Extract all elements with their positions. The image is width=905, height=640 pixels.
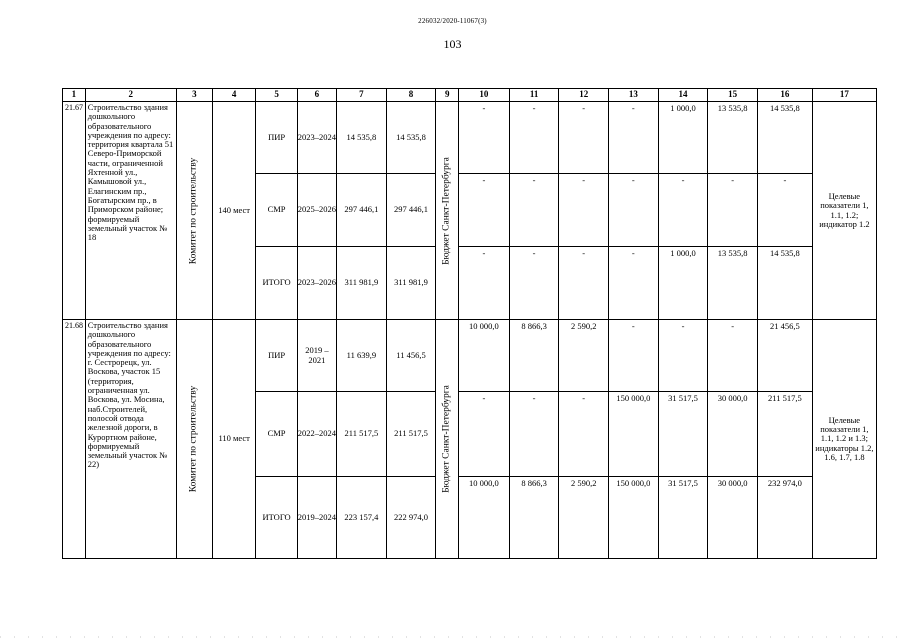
- capacity-cell: 140 мест: [212, 102, 255, 320]
- year-value: 14 535,8: [757, 102, 812, 174]
- year-value: -: [609, 102, 659, 174]
- remaining-cost: 297 446,1: [386, 174, 436, 247]
- year-value: 150 000,0: [609, 477, 659, 559]
- stage-type: СМР: [256, 392, 297, 477]
- remaining-cost: 14 535,8: [386, 102, 436, 174]
- estimated-cost: 297 446,1: [337, 174, 387, 247]
- year-value: 30 000,0: [708, 477, 758, 559]
- object-name: Строительство здания дошкольного образовательного учреждения по адресу: территория квартала 51 Северо-Приморской части, ограниченной Яхтенной ул., Камышовой ул., Елагинским пр., Богатырским пр., в Приморском районе; формируемый земельный участок № 18: [85, 102, 176, 320]
- year-value: 31 517,5: [658, 392, 708, 477]
- item-number: 21.68: [63, 320, 86, 559]
- stage-period: 2023–2024: [297, 102, 336, 174]
- year-value: -: [708, 174, 758, 247]
- year-value: -: [509, 247, 559, 320]
- column-number-row: [63, 89, 877, 102]
- object-name: Строительство здания дошкольного образовательного учреждения по адресу: г. Сестрорецк, ул. Воскова, участок 15 (территория, ограниченная ул. Воскова, ул. Мосина, наб.Строителей, полосой отвода железной дороги, в Курортном районе, формируемый земельный участок № 22): [85, 320, 176, 559]
- page-number: 103: [443, 37, 462, 51]
- year-value: 13 535,8: [708, 102, 758, 174]
- stage-period: 2022–2024: [297, 392, 336, 477]
- column-header: 3: [176, 89, 212, 102]
- column-header: 1: [63, 89, 86, 102]
- year-value: -: [757, 174, 812, 247]
- column-header: 12: [559, 89, 609, 102]
- year-value: 8 866,3: [509, 477, 559, 559]
- result-indicators: Целевые показатели 1, 1.1, 1.2 и 1.3; индикаторы 1.2, 1.6, 1.7, 1.8: [812, 320, 876, 559]
- year-value: 10 000,0: [459, 320, 510, 392]
- customer-text: Комитет по строительству: [188, 157, 199, 264]
- stage-type: ИТОГО: [256, 247, 297, 320]
- estimated-cost: 311 981,9: [337, 247, 387, 320]
- remaining-cost: 11 456,5: [386, 320, 436, 392]
- column-header: 14: [658, 89, 708, 102]
- table-row: [63, 320, 877, 392]
- column-header: 6: [297, 89, 336, 102]
- year-value: -: [559, 174, 609, 247]
- customer-text: Комитет по строительству: [188, 385, 199, 493]
- year-value: 2 590,2: [559, 320, 609, 392]
- stage-period: 2019 – 2021: [297, 320, 336, 392]
- year-value: 8 866,3: [509, 320, 559, 392]
- year-value: -: [459, 174, 510, 247]
- column-header: 15: [708, 89, 758, 102]
- year-value: -: [609, 174, 659, 247]
- year-value: 211 517,5: [757, 392, 812, 477]
- year-value: -: [509, 102, 559, 174]
- year-value: -: [559, 392, 609, 477]
- program-table: [62, 88, 877, 559]
- estimated-cost: 223 157,4: [337, 477, 387, 559]
- year-value: -: [708, 320, 758, 392]
- column-header: 11: [509, 89, 559, 102]
- funding-source-text: Бюджет Санкт-Петербурга: [441, 156, 452, 265]
- year-value: 31 517,5: [658, 477, 708, 559]
- year-value: -: [609, 320, 659, 392]
- stage-period: 2023–2026: [297, 247, 336, 320]
- column-header: 17: [812, 89, 876, 102]
- item-number: 21.67: [63, 102, 86, 320]
- column-header: 10: [459, 89, 510, 102]
- year-value: -: [509, 392, 559, 477]
- year-value: -: [658, 174, 708, 247]
- column-header: 5: [256, 89, 297, 102]
- funding-source-cell: [436, 320, 459, 559]
- stage-type: СМР: [256, 174, 297, 247]
- estimated-cost: 14 535,8: [337, 102, 387, 174]
- year-value: 1 000,0: [658, 102, 708, 174]
- funding-source-text: Бюджет Санкт-Петербурга: [441, 385, 452, 493]
- capacity-cell: 110 мест: [212, 320, 255, 559]
- column-header: 8: [386, 89, 436, 102]
- year-value: -: [559, 102, 609, 174]
- year-value: -: [459, 247, 510, 320]
- year-value: -: [459, 102, 510, 174]
- year-value: 232 974,0: [757, 477, 812, 559]
- column-header: 2: [85, 89, 176, 102]
- document-id: 226032/2020-11067(3): [418, 17, 487, 25]
- customer-cell: [176, 320, 212, 559]
- stage-type: ИТОГО: [256, 477, 297, 559]
- year-value: 14 535,8: [757, 247, 812, 320]
- column-header: 13: [609, 89, 659, 102]
- funding-source-cell: [436, 102, 459, 320]
- result-indicators: Целевые показатели 1, 1.1, 1.2; индикатор 1.2: [812, 102, 876, 320]
- column-header: 9: [436, 89, 459, 102]
- year-value: -: [609, 247, 659, 320]
- stage-period: 2019–2024: [297, 477, 336, 559]
- stage-type: ПИР: [256, 102, 297, 174]
- remaining-cost: 211 517,5: [386, 392, 436, 477]
- year-value: 10 000,0: [459, 477, 510, 559]
- column-header: 16: [757, 89, 812, 102]
- year-value: 13 535,8: [708, 247, 758, 320]
- column-header: 4: [212, 89, 255, 102]
- year-value: 2 590,2: [559, 477, 609, 559]
- stage-type: ПИР: [256, 320, 297, 392]
- year-value: 150 000,0: [609, 392, 659, 477]
- customer-cell: [176, 102, 212, 320]
- scan-artifact-line: [0, 636, 905, 638]
- year-value: 1 000,0: [658, 247, 708, 320]
- stage-period: 2025–2026: [297, 174, 336, 247]
- remaining-cost: 222 974,0: [386, 477, 436, 559]
- year-value: 30 000,0: [708, 392, 758, 477]
- remaining-cost: 311 981,9: [386, 247, 436, 320]
- estimated-cost: 11 639,9: [337, 320, 387, 392]
- year-value: 21 456,5: [757, 320, 812, 392]
- estimated-cost: 211 517,5: [337, 392, 387, 477]
- year-value: -: [509, 174, 559, 247]
- year-value: -: [658, 320, 708, 392]
- table-row: [63, 102, 877, 174]
- column-header: 7: [337, 89, 387, 102]
- year-value: -: [559, 247, 609, 320]
- year-value: -: [459, 392, 510, 477]
